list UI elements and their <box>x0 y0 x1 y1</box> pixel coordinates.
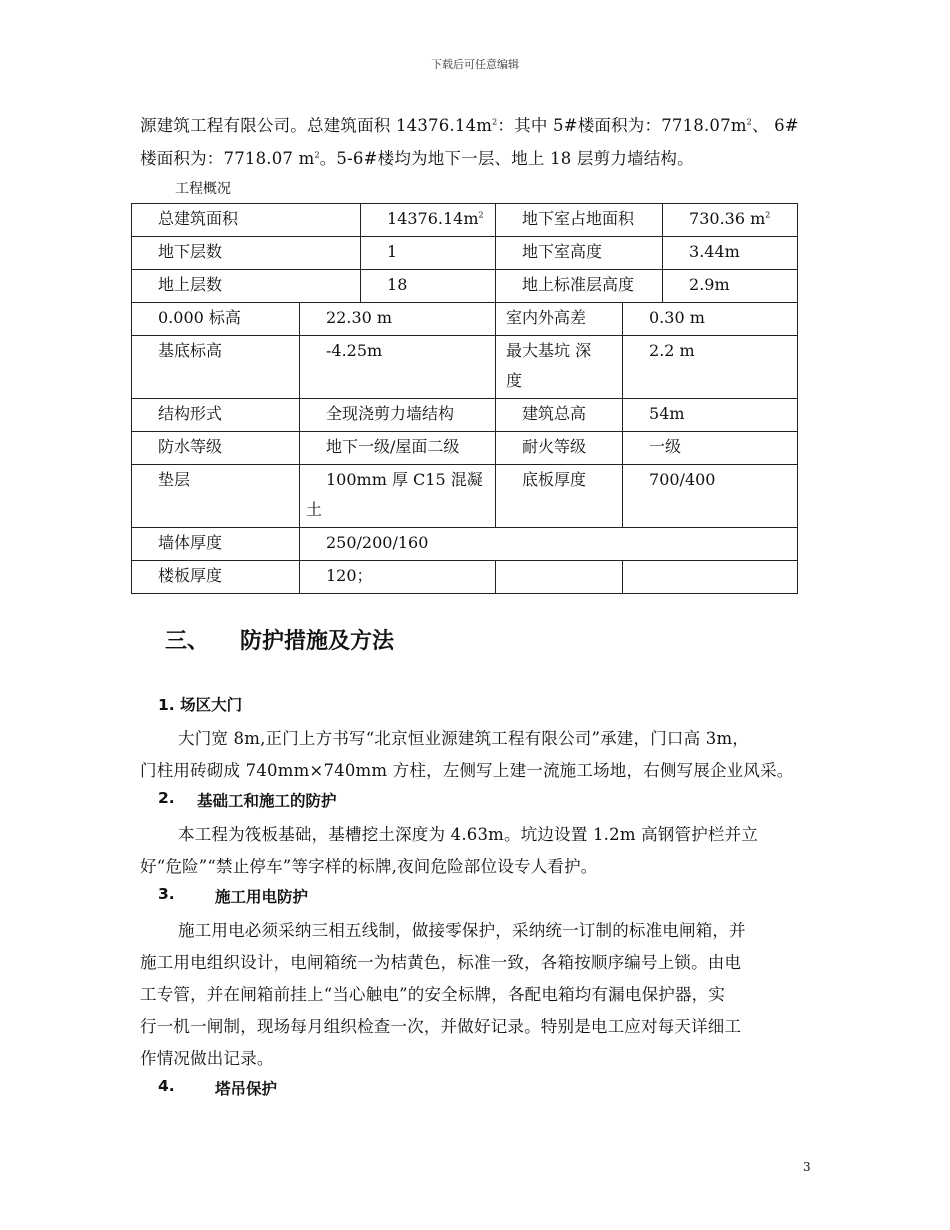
table-cell: 2.2 m <box>623 336 798 399</box>
table-row <box>132 561 798 594</box>
table-cell: 底板厚度 <box>496 465 623 528</box>
table-cell: 1 <box>361 237 496 270</box>
table-cell: 楼板厚度 <box>132 561 300 594</box>
table-cell: 总建筑面积 <box>132 204 361 237</box>
paragraph-line: 工专管，并在闸箱前挂上“当心触电”的安全标牌，各配电箱均有漏电保护器，实 <box>140 985 726 1004</box>
intro-line-2: 楼面积为：7718.07 $m^2$。5-6#楼均为地下一层、地上 18 层剪力墙结构。 <box>140 149 694 168</box>
table-cell: 100mm 厚 C15 混凝 土 <box>300 465 496 528</box>
table-cell: 730.36 $m^2$ <box>663 204 798 237</box>
table-cell <box>623 561 798 594</box>
table-cell: 地上层数 <box>132 270 361 303</box>
table-cell: 一级 <box>623 432 798 465</box>
subsection-2-heading: 基础工和施工的防护 <box>197 792 337 810</box>
table-cell: 墙体厚度 <box>132 528 300 561</box>
subsection-1-heading: 1. 场区大门 <box>158 696 243 714</box>
table-cell: 垫层 <box>132 465 300 528</box>
paragraph-line: 本工程为筏板基础，基槽挖土深度为 4.63m。坑边设置 1.2m 高钢管护栏并立 <box>178 825 759 844</box>
table-cell: 18 <box>361 270 496 303</box>
table-cell: 最大基坑 深 度 <box>496 336 623 399</box>
table-cell: 250/200/160 <box>300 528 798 561</box>
paragraph-line: 施工用电组织设计，电闸箱统一为桔黄色，标准一致，各箱按顺序编号上锁。由电 <box>140 953 742 972</box>
subsection-3-number: 3. <box>158 885 175 903</box>
page-header: 下载后可任意编辑 <box>431 58 519 71</box>
table-row <box>132 399 798 432</box>
table-row <box>132 336 798 399</box>
paragraph-line: 好“危险”“禁止停车”等字样的标牌,夜间危险部位设专人看护。 <box>140 857 598 876</box>
table-row <box>132 432 798 465</box>
table-cell: 防水等级 <box>132 432 300 465</box>
table-cell: 2.9m <box>663 270 798 303</box>
table-cell: 120； <box>300 561 496 594</box>
table-cell: 地下室占地面积 <box>496 204 663 237</box>
paragraph-line: 行一机一闸制，现场每月组织检查一次，并做好记录。特别是电工应对每天详细工 <box>140 1017 742 1036</box>
paragraph-line: 门柱用砖砌成 740mm×740mm 方柱，左侧写上建一流施工场地，右侧写展企业风采。 <box>140 761 794 780</box>
table-cell: $14376.14m^2$ <box>361 204 496 237</box>
project-overview-table <box>131 203 798 594</box>
table-cell: -4.25m <box>300 336 496 399</box>
paragraph-line: 施工用电必须采纳三相五线制，做接零保护，采纳统一订制的标准电闸箱，并 <box>178 921 746 940</box>
section-title: 防护措施及方法 <box>240 629 395 654</box>
intro-line-1: 源建筑工程有限公司。总建筑面积 $14376.14m^2$：其中 5#楼面积为：$7718.07m^2$、 6# <box>140 116 799 135</box>
table-row <box>132 237 798 270</box>
subsection-4-heading: 塔吊保护 <box>215 1080 278 1098</box>
table-cell: 室内外高差 <box>496 303 623 336</box>
table-cell: 0.000 标高 <box>132 303 300 336</box>
table-cell: 耐火等级 <box>496 432 623 465</box>
table-row <box>132 303 798 336</box>
paragraph-line: 作情况做出记录。 <box>140 1049 274 1068</box>
subsection-3-heading: 施工用电防护 <box>215 888 309 906</box>
table-cell: 0.30 m <box>623 303 798 336</box>
table-caption: 工程概况 <box>175 181 231 197</box>
page-number: 3 <box>803 1160 811 1174</box>
table-cell: 建筑总高 <box>496 399 623 432</box>
paragraph-line: 大门宽 8m,正门上方书写“北京恒业源建筑工程有限公司”承建，门口高 3m， <box>178 729 749 748</box>
table-cell: 22.30 m <box>300 303 496 336</box>
table-row <box>132 204 798 237</box>
table-cell: 地下一级/屋面二级 <box>300 432 496 465</box>
table-cell <box>496 561 623 594</box>
table-cell: 3.44m <box>663 237 798 270</box>
table-cell: 结构形式 <box>132 399 300 432</box>
table-row <box>132 465 798 528</box>
table-cell: 基底标高 <box>132 336 300 399</box>
table-cell: 地下室高度 <box>496 237 663 270</box>
table-cell: 地下层数 <box>132 237 361 270</box>
section-number: 三、 <box>165 629 210 654</box>
table-row <box>132 270 798 303</box>
subsection-4-number: 4. <box>158 1077 175 1095</box>
table-cell: 地上标准层高度 <box>496 270 663 303</box>
subsection-2-number: 2. <box>158 789 175 807</box>
table-cell: 700/400 <box>623 465 798 528</box>
table-cell: 54m <box>623 399 798 432</box>
table-row <box>132 528 798 561</box>
table-cell: 全现浇剪力墙结构 <box>300 399 496 432</box>
